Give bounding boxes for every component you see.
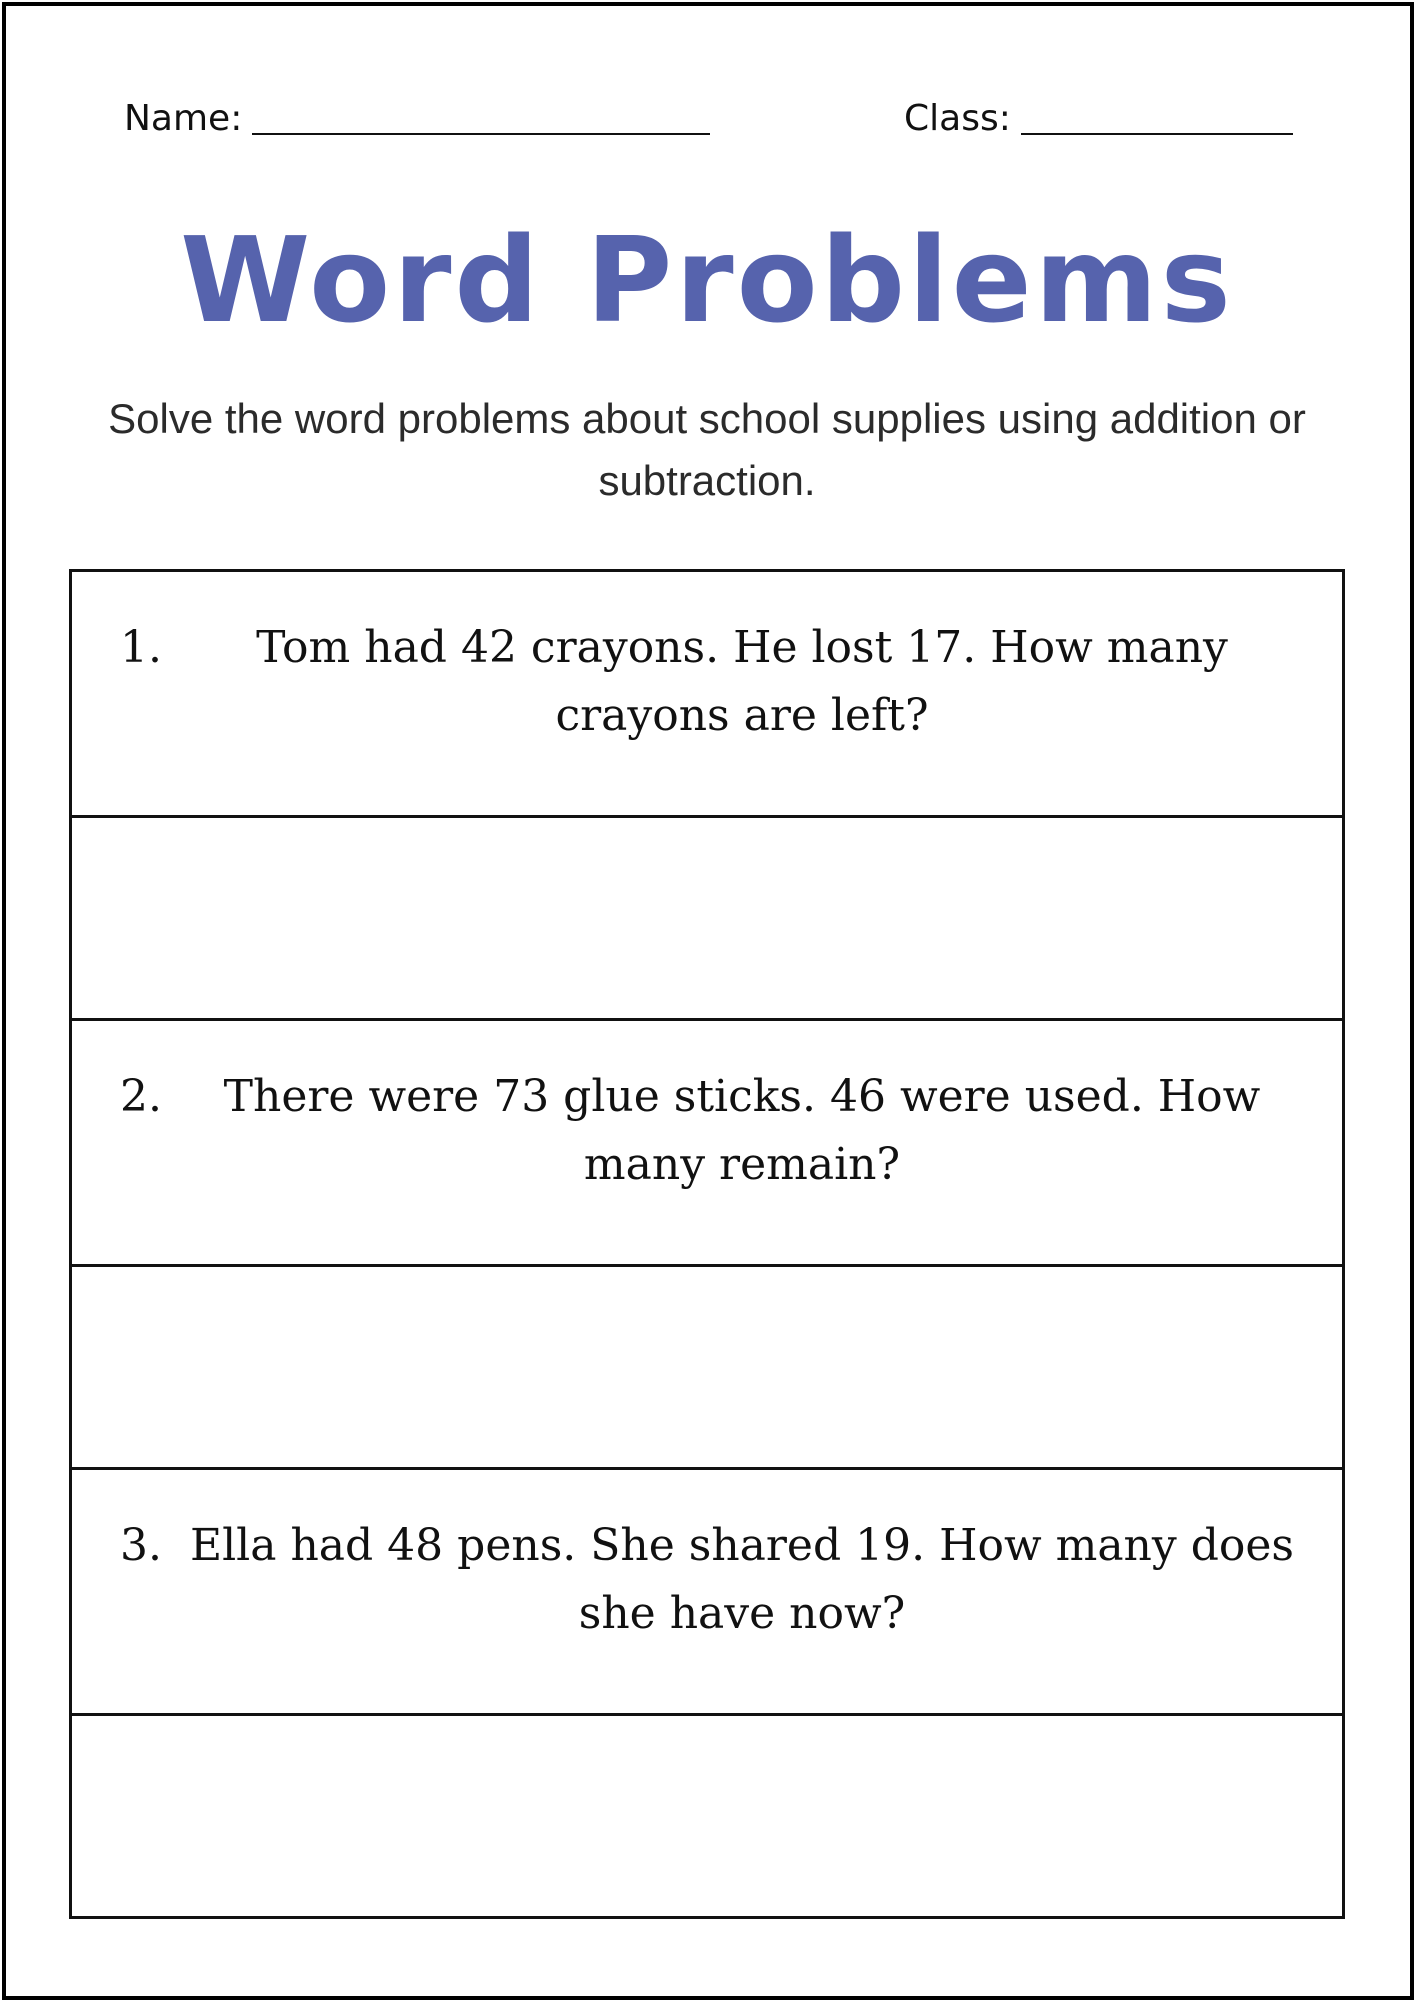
answer-box-2[interactable] — [72, 1267, 1342, 1471]
class-label: Class: — [904, 98, 1011, 139]
answer-box-1[interactable] — [72, 818, 1342, 1022]
problem-text: Ella had 48 pens. She shared 19. How many does she have now? — [189, 1520, 1295, 1639]
name-field[interactable] — [124, 90, 710, 140]
problem-table — [69, 569, 1345, 1919]
problem-number: 1. — [120, 622, 162, 673]
name-blank-line[interactable] — [252, 133, 710, 135]
class-blank-line[interactable] — [1021, 133, 1293, 135]
problem-text: Tom had 42 crayons. He lost 17. How many crayons are left? — [256, 622, 1228, 741]
problem-text: There were 73 glue sticks. 46 were used. How many remain? — [223, 1071, 1261, 1190]
instructions-text: Solve the word problems about school supplies using addition or subtraction. — [108, 395, 1306, 504]
problem-number: 3. — [120, 1520, 162, 1571]
worksheet-title: Word Problems — [180, 211, 1234, 349]
problem-row-3 — [72, 1470, 1342, 1716]
answer-box-3[interactable] — [72, 1716, 1342, 1917]
class-field[interactable] — [904, 90, 1293, 140]
problem-row-2 — [72, 1021, 1342, 1267]
name-label: Name: — [124, 98, 243, 139]
problem-row-1 — [72, 572, 1342, 818]
problem-number: 2. — [120, 1071, 162, 1122]
